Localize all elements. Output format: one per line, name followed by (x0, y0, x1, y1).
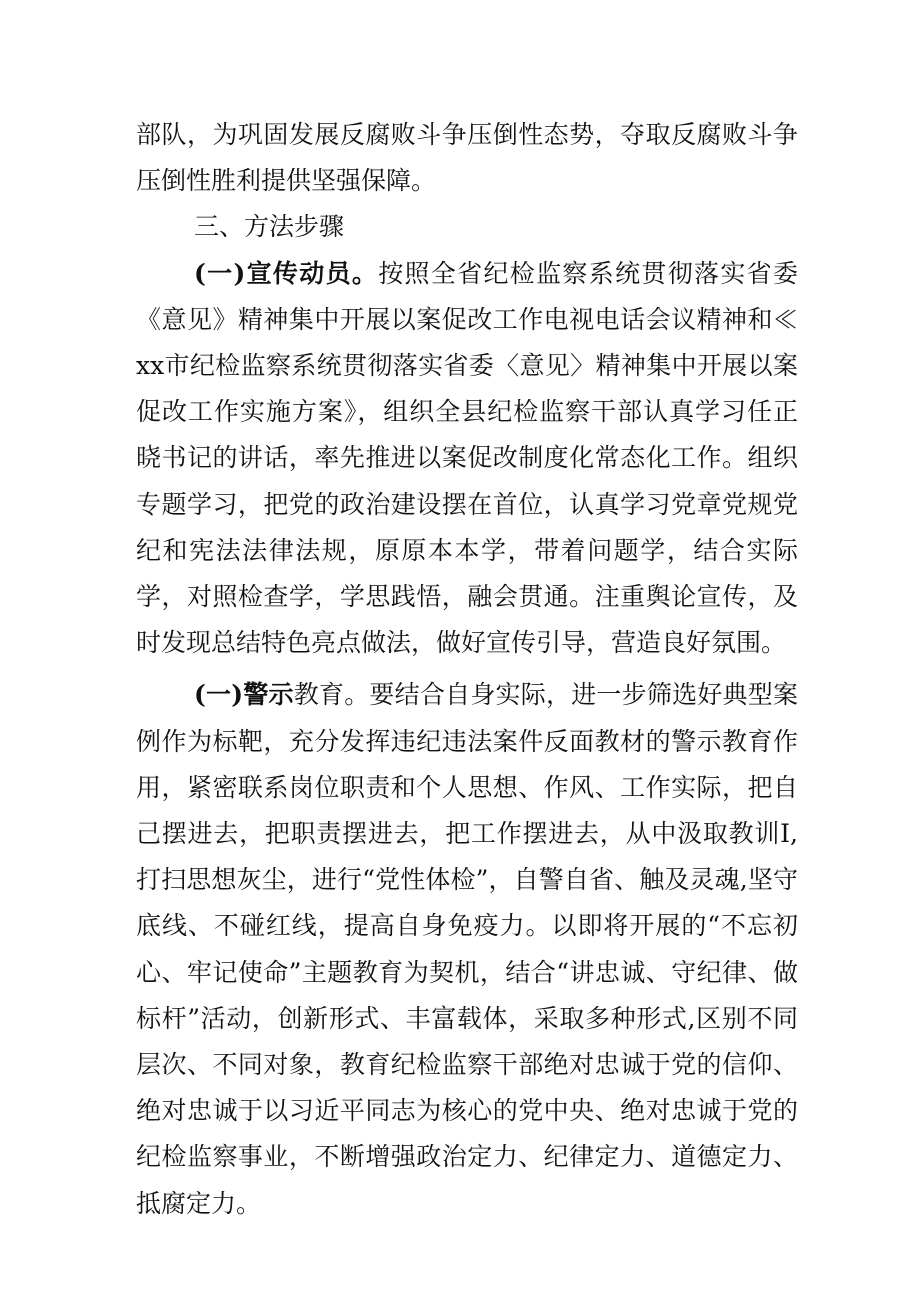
paragraph-warning-education (136, 672, 798, 1226)
paragraph-heading: (一)警示 (194, 680, 294, 710)
paragraph-publicity (136, 251, 798, 667)
section-title: 三、方法步骤 (194, 212, 345, 242)
carry-over-paragraph: 部队，为巩固发展反腐败斗争压倒性态势，夺取反腐败斗争压倒性胜利提供坚强保障。 (136, 120, 798, 196)
document-body (136, 112, 798, 1227)
paragraph-body: 按照全省纪检监察系统贯彻落实省委《意见》精神集中开展以案促改工作电视电话会议精神和≪xx市纪检监察系统贯彻落实省委〈意见〉精神集中开展以案促改工作实施方案》，组织全县纪检监察干部认真学习任正晓书记的讲话，率先推进以案促改制度化常态化工作。组织专题学习，把党的政治建设摆在首位，认真学习党章党规党纪和宪法法律法规，原原本本学，带着问题学，结合实际学，对照检查学，学思践悟，融会贯通。注重舆论宣传，及时发现总结特色亮点做法，做好宣传引导，营造良好氛围。 (136, 258, 798, 658)
paragraph-heading: (一)宣传动员。 (194, 258, 379, 288)
paragraph-body: 教育。要结合自身实际，进一步筛选好典型案例作为标靶，充分发挥违纪违法案件反面教材的警示教育作用，紧密联系岗位职责和个人思想、作风、工作实际，把自己摆进去，把职责摆进去，把工作摆进去，从中汲取教训I,打扫思想灰尘，进行“党性体检”，自警自省、触及灵魂,坚守底线、不碰红线，提高自身免疫力。以即将开展的“不忘初心、牢记使命”主题教育为契机，结合“讲忠诚、守纪律、做标杆”活动，创新形式、丰富载体，采取多种形式,区别不同层次、不同对象，教育纪检监察干部绝对忠诚于党的信仰、绝对忠诚于以习近平同志为核心的党中央、绝对忠诚于党的纪检监察事业，不断增强政治定力、纪律定力、道德定力、抵腐定力。 (136, 680, 798, 1218)
